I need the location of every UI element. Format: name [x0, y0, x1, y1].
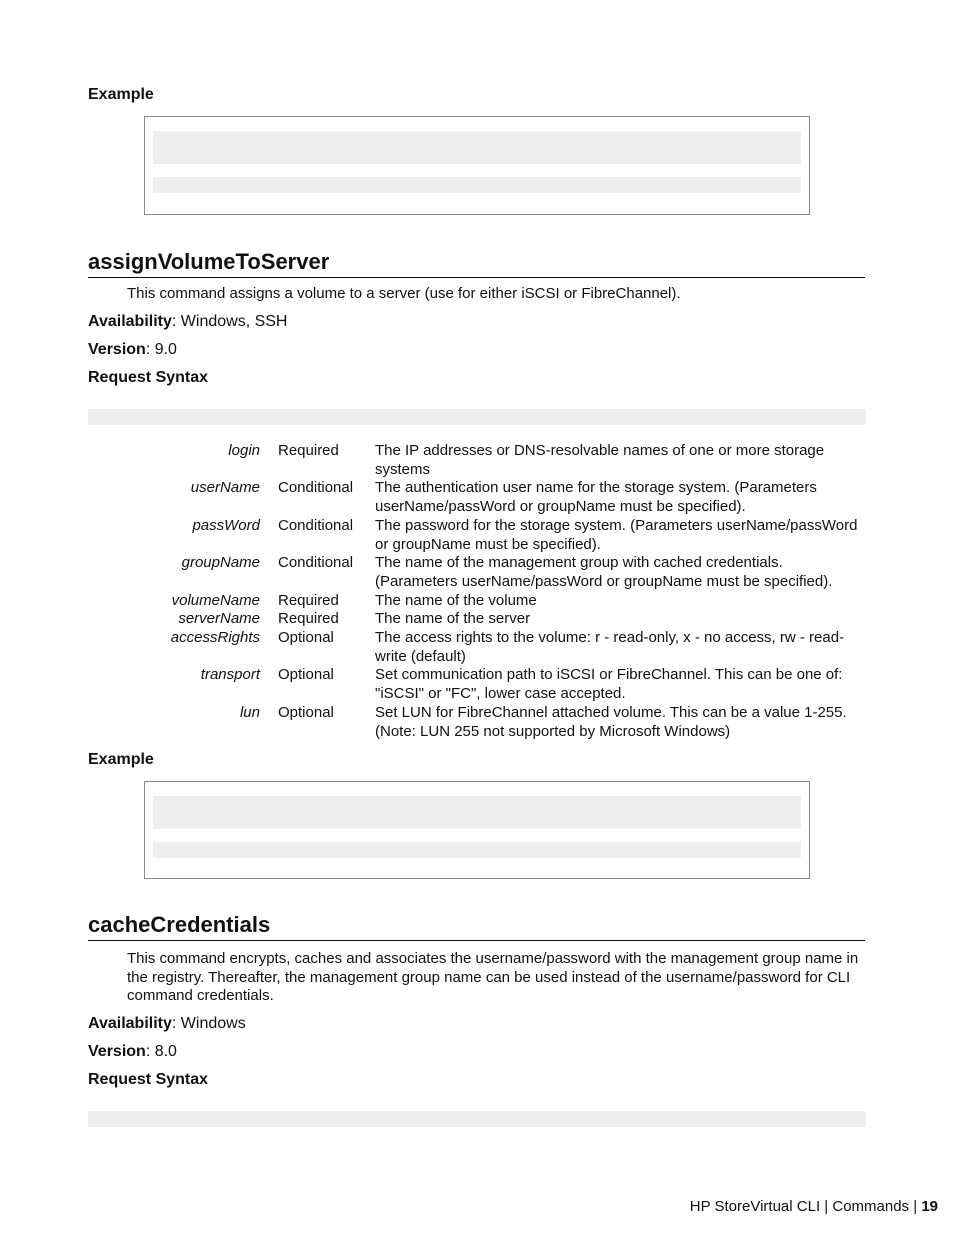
- section-title-assign-volume-to-server: assignVolumeToServer: [88, 249, 865, 278]
- page-footer: [690, 1198, 938, 1215]
- assign-description: This command assigns a volume to a server (use for either iSCSI or FibreChannel).: [127, 285, 681, 302]
- param-row: [88, 610, 868, 629]
- example-heading: Example: [88, 86, 154, 103]
- param-row: [88, 629, 868, 666]
- param-name: accessRights: [170, 629, 260, 646]
- code-line-shade: [153, 131, 801, 164]
- param-name: groupName: [181, 554, 260, 571]
- param-requirement: Conditional: [278, 479, 354, 496]
- request-syntax-code-shade: [88, 409, 866, 425]
- param-row: [88, 517, 868, 554]
- param-description: Set LUN for FibreChannel attached volume. This can be a value 1-255. (Note: LUN 255 not supported by Microsoft Windows): [375, 704, 847, 740]
- param-name: serverName: [178, 610, 260, 627]
- param-row: [88, 442, 868, 479]
- cache-description: This command encrypts, caches and associates the username/password with the management group name in the registry. Thereafter, the management group name can be used instead of the username/password for CLI command credentials.: [127, 950, 859, 1004]
- param-description: The name of the server: [375, 610, 531, 627]
- param-description: The name of the volume: [375, 592, 537, 609]
- availability-label: Availability: [88, 313, 172, 330]
- param-row: [88, 592, 868, 611]
- cache-version: [88, 1043, 177, 1061]
- version-label: Version: [88, 1043, 146, 1060]
- param-row: [88, 704, 868, 741]
- example-code-box: [144, 116, 810, 215]
- param-requirement: Required: [278, 610, 339, 627]
- request-syntax-code-shade: [88, 1111, 866, 1127]
- code-line-shade: [153, 177, 801, 193]
- code-line-shade: [153, 842, 801, 858]
- param-description: The name of the management group with cached credentials. (Parameters userName/passWord or groupName must be specified).: [375, 554, 833, 590]
- cache-availability: [88, 1015, 246, 1033]
- assign-availability: [88, 313, 287, 331]
- param-name: login: [228, 442, 260, 459]
- param-name: passWord: [192, 517, 260, 534]
- version-value: : 9.0: [145, 341, 177, 358]
- param-requirement: Conditional: [278, 554, 354, 571]
- version-label: Version: [88, 341, 146, 358]
- example-heading: Example: [88, 751, 154, 768]
- param-description: The password for the storage system. (Parameters userName/passWord or groupName must be specified).: [375, 517, 858, 553]
- cache-request-syntax-heading: Request Syntax: [88, 1071, 209, 1088]
- availability-label: Availability: [88, 1015, 172, 1032]
- code-line-shade: [153, 796, 801, 829]
- param-name: userName: [190, 479, 260, 496]
- param-requirement: Optional: [278, 666, 334, 683]
- param-row: [88, 479, 868, 516]
- availability-value: : Windows, SSH: [171, 313, 288, 330]
- footer-product: HP StoreVirtual CLI: [689, 1198, 821, 1215]
- param-requirement: Required: [278, 592, 339, 609]
- param-requirement: Conditional: [278, 517, 354, 534]
- footer-divider: |: [824, 1198, 833, 1215]
- version-value: : 8.0: [145, 1043, 177, 1060]
- footer-divider: |: [913, 1198, 922, 1215]
- param-requirement: Optional: [278, 704, 334, 721]
- availability-value: : Windows: [171, 1015, 246, 1032]
- param-requirement: Optional: [278, 629, 334, 646]
- section-title-cache-credentials: cacheCredentials: [88, 912, 865, 941]
- param-requirement: Required: [278, 442, 339, 459]
- param-description: The IP addresses or DNS-resolvable names of one or more storage systems: [375, 442, 825, 478]
- param-description: Set communication path to iSCSI or FibreChannel. This can be one of: "iSCSI" or "FC", lower case accepted.: [375, 666, 843, 702]
- param-row: [88, 554, 868, 591]
- param-description: The authentication user name for the storage system. (Parameters userName/passWord or groupName must be specified).: [375, 479, 817, 515]
- param-name: volumeName: [171, 592, 260, 609]
- example-code-box: [144, 781, 810, 879]
- assign-version: [88, 341, 177, 359]
- param-row: [88, 666, 868, 703]
- param-description: The access rights to the volume: r - read-only, x - no access, rw - read-write (default): [375, 629, 845, 665]
- assign-request-syntax-heading: Request Syntax: [88, 369, 209, 386]
- param-name: lun: [239, 704, 260, 721]
- param-name: transport: [200, 666, 260, 683]
- footer-section: Commands: [832, 1198, 910, 1215]
- page-number: 19: [921, 1198, 938, 1215]
